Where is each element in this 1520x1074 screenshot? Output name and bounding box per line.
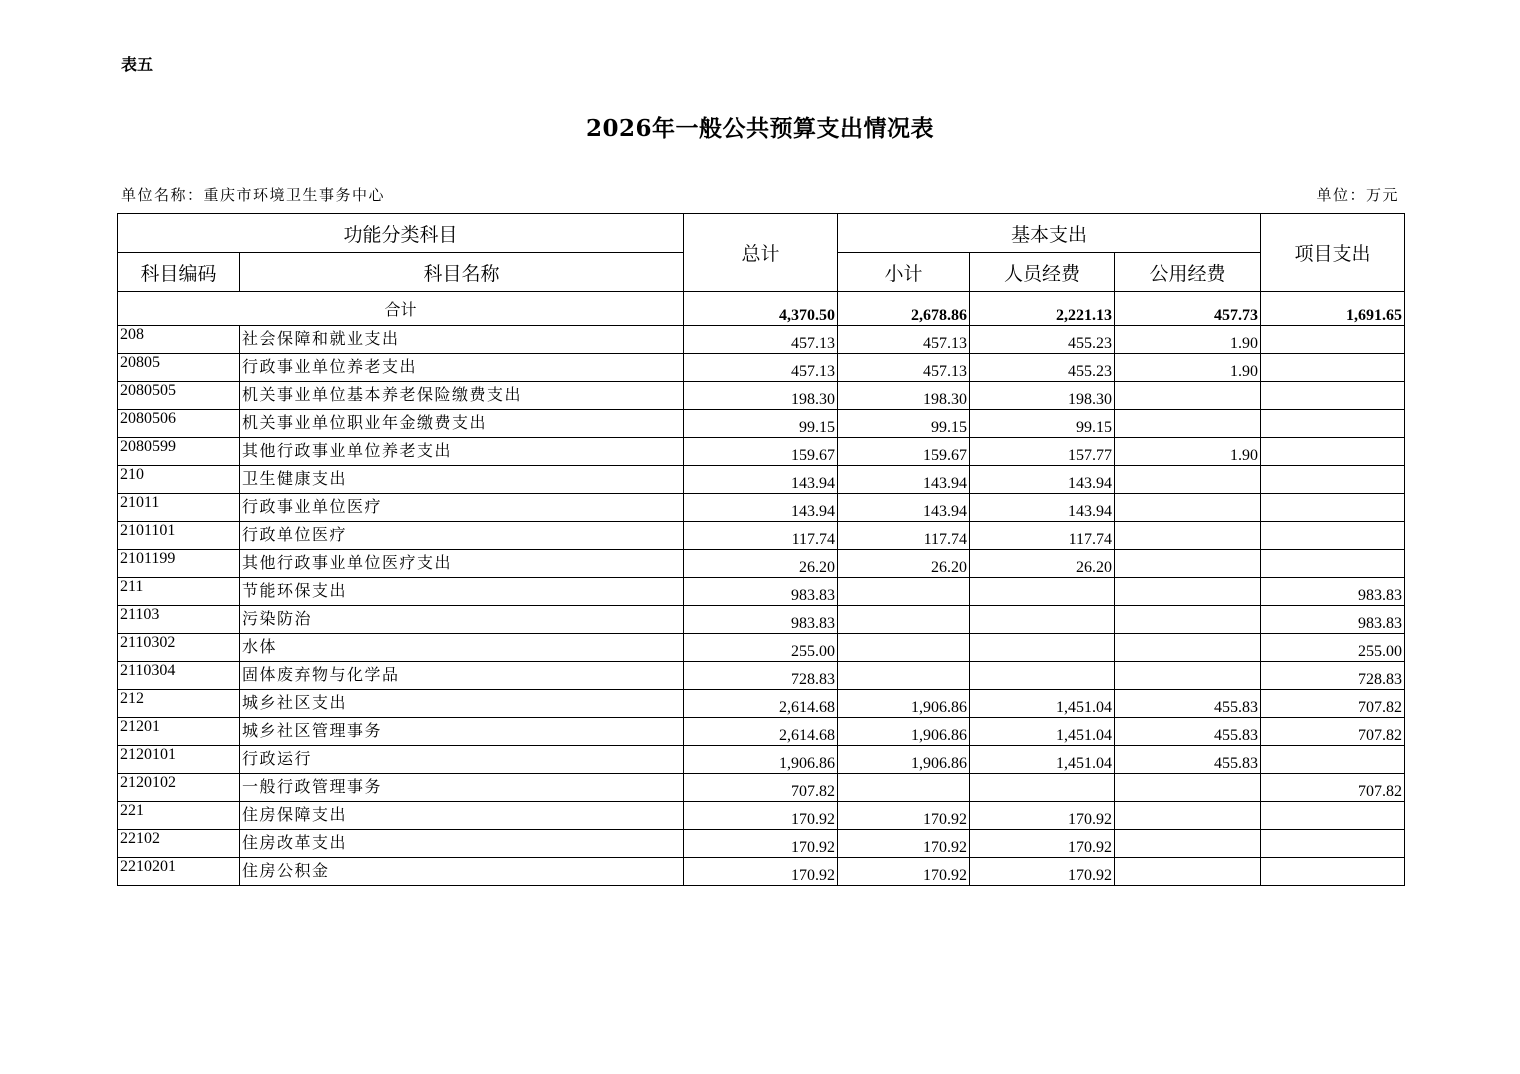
cell-project bbox=[1261, 830, 1405, 858]
header-func-category: 功能分类科目 bbox=[118, 214, 684, 253]
cell-public: 1.90 bbox=[1115, 354, 1261, 382]
table-row bbox=[118, 662, 1405, 690]
table-row bbox=[118, 326, 1405, 354]
cell-code: 2120101 bbox=[118, 746, 240, 774]
cell-personnel: 1,451.04 bbox=[970, 718, 1115, 746]
cell-personnel bbox=[970, 578, 1115, 606]
table-row bbox=[118, 606, 1405, 634]
cell-code: 21201 bbox=[118, 718, 240, 746]
cell-public: 455.83 bbox=[1115, 718, 1261, 746]
cell-subtotal: 457.13 bbox=[838, 326, 970, 354]
cell-personnel: 143.94 bbox=[970, 466, 1115, 494]
table-row bbox=[118, 382, 1405, 410]
cell-personnel: 170.92 bbox=[970, 802, 1115, 830]
table-row bbox=[118, 858, 1405, 886]
cell-personnel: 198.30 bbox=[970, 382, 1115, 410]
cell-total: 117.74 bbox=[684, 522, 838, 550]
cell-name: 其他行政事业单位养老支出 bbox=[240, 438, 684, 466]
cell-public bbox=[1115, 522, 1261, 550]
cell-public bbox=[1115, 550, 1261, 578]
cell-total: 1,906.86 bbox=[684, 746, 838, 774]
cell-code: 20805 bbox=[118, 354, 240, 382]
cell-project bbox=[1261, 746, 1405, 774]
total-total: 4,370.50 bbox=[684, 292, 838, 326]
cell-personnel: 143.94 bbox=[970, 494, 1115, 522]
header-subtotal: 小计 bbox=[838, 253, 970, 292]
total-personnel: 2,221.13 bbox=[970, 292, 1115, 326]
cell-name: 一般行政管理事务 bbox=[240, 774, 684, 802]
cell-public bbox=[1115, 830, 1261, 858]
cell-public bbox=[1115, 578, 1261, 606]
header-total: 总计 bbox=[684, 214, 838, 292]
cell-subtotal: 457.13 bbox=[838, 354, 970, 382]
cell-code: 21103 bbox=[118, 606, 240, 634]
cell-public: 455.83 bbox=[1115, 690, 1261, 718]
cell-project bbox=[1261, 326, 1405, 354]
cell-public bbox=[1115, 662, 1261, 690]
header-basic: 基本支出 bbox=[838, 214, 1261, 253]
table-row bbox=[118, 438, 1405, 466]
cell-code: 208 bbox=[118, 326, 240, 354]
table-label: 表五 bbox=[121, 55, 154, 74]
cell-total: 143.94 bbox=[684, 494, 838, 522]
cell-project: 707.82 bbox=[1261, 690, 1405, 718]
cell-name: 卫生健康支出 bbox=[240, 466, 684, 494]
cell-project bbox=[1261, 410, 1405, 438]
table-row bbox=[118, 774, 1405, 802]
cell-total: 983.83 bbox=[684, 578, 838, 606]
cell-total: 198.30 bbox=[684, 382, 838, 410]
page-title: 2026年一般公共预算支出情况表 bbox=[585, 115, 934, 142]
currency-unit: 单位：万元 bbox=[1316, 186, 1399, 204]
cell-total: 707.82 bbox=[684, 774, 838, 802]
header-name: 科目名称 bbox=[240, 253, 684, 292]
table-row bbox=[118, 690, 1405, 718]
table-row bbox=[118, 550, 1405, 578]
cell-project bbox=[1261, 354, 1405, 382]
cell-code: 2120102 bbox=[118, 774, 240, 802]
cell-subtotal: 1,906.86 bbox=[838, 718, 970, 746]
cell-personnel bbox=[970, 634, 1115, 662]
cell-name: 污染防治 bbox=[240, 606, 684, 634]
cell-total: 99.15 bbox=[684, 410, 838, 438]
table-row bbox=[118, 718, 1405, 746]
cell-code: 212 bbox=[118, 690, 240, 718]
cell-name: 节能环保支出 bbox=[240, 578, 684, 606]
cell-subtotal: 143.94 bbox=[838, 494, 970, 522]
cell-project: 707.82 bbox=[1261, 774, 1405, 802]
header-project: 项目支出 bbox=[1261, 214, 1405, 292]
cell-project bbox=[1261, 382, 1405, 410]
cell-name: 住房保障支出 bbox=[240, 802, 684, 830]
cell-subtotal bbox=[838, 606, 970, 634]
cell-project bbox=[1261, 522, 1405, 550]
header-public: 公用经费 bbox=[1115, 253, 1261, 292]
cell-project: 728.83 bbox=[1261, 662, 1405, 690]
cell-code: 2101101 bbox=[118, 522, 240, 550]
cell-name: 机关事业单位基本养老保险缴费支出 bbox=[240, 382, 684, 410]
cell-public: 1.90 bbox=[1115, 438, 1261, 466]
cell-personnel: 1,451.04 bbox=[970, 746, 1115, 774]
cell-public bbox=[1115, 802, 1261, 830]
cell-subtotal: 1,906.86 bbox=[838, 746, 970, 774]
cell-subtotal: 170.92 bbox=[838, 830, 970, 858]
cell-total: 983.83 bbox=[684, 606, 838, 634]
cell-total: 2,614.68 bbox=[684, 718, 838, 746]
table-row bbox=[118, 830, 1405, 858]
cell-name: 水体 bbox=[240, 634, 684, 662]
cell-public bbox=[1115, 634, 1261, 662]
cell-subtotal: 159.67 bbox=[838, 438, 970, 466]
cell-code: 21011 bbox=[118, 494, 240, 522]
table-row bbox=[118, 634, 1405, 662]
cell-name: 住房改革支出 bbox=[240, 830, 684, 858]
cell-public bbox=[1115, 774, 1261, 802]
cell-total: 728.83 bbox=[684, 662, 838, 690]
cell-code: 221 bbox=[118, 802, 240, 830]
total-label: 合计 bbox=[118, 292, 684, 326]
cell-total: 159.67 bbox=[684, 438, 838, 466]
cell-subtotal bbox=[838, 578, 970, 606]
cell-name: 行政单位医疗 bbox=[240, 522, 684, 550]
cell-subtotal: 170.92 bbox=[838, 858, 970, 886]
cell-total: 457.13 bbox=[684, 326, 838, 354]
table-row bbox=[118, 494, 1405, 522]
cell-personnel: 170.92 bbox=[970, 830, 1115, 858]
cell-project bbox=[1261, 494, 1405, 522]
cell-personnel bbox=[970, 606, 1115, 634]
cell-name: 机关事业单位职业年金缴费支出 bbox=[240, 410, 684, 438]
cell-subtotal: 26.20 bbox=[838, 550, 970, 578]
cell-subtotal bbox=[838, 774, 970, 802]
cell-total: 255.00 bbox=[684, 634, 838, 662]
cell-public bbox=[1115, 606, 1261, 634]
cell-personnel bbox=[970, 774, 1115, 802]
cell-subtotal: 117.74 bbox=[838, 522, 970, 550]
cell-name: 固体废弃物与化学品 bbox=[240, 662, 684, 690]
cell-code: 2080505 bbox=[118, 382, 240, 410]
total-row bbox=[118, 292, 1405, 326]
cell-total: 170.92 bbox=[684, 802, 838, 830]
cell-project bbox=[1261, 550, 1405, 578]
total-public: 457.73 bbox=[1115, 292, 1261, 326]
total-subtotal: 2,678.86 bbox=[838, 292, 970, 326]
cell-subtotal bbox=[838, 662, 970, 690]
cell-total: 26.20 bbox=[684, 550, 838, 578]
header-code: 科目编码 bbox=[118, 253, 240, 292]
budget-table bbox=[117, 213, 1405, 886]
header-row-1 bbox=[118, 214, 1405, 253]
cell-name: 行政运行 bbox=[240, 746, 684, 774]
cell-project: 707.82 bbox=[1261, 718, 1405, 746]
cell-personnel: 1,451.04 bbox=[970, 690, 1115, 718]
cell-public: 455.83 bbox=[1115, 746, 1261, 774]
cell-subtotal: 143.94 bbox=[838, 466, 970, 494]
cell-total: 457.13 bbox=[684, 354, 838, 382]
header-personnel: 人员经费 bbox=[970, 253, 1115, 292]
cell-project: 983.83 bbox=[1261, 578, 1405, 606]
cell-project bbox=[1261, 438, 1405, 466]
table-row bbox=[118, 354, 1405, 382]
cell-total: 2,614.68 bbox=[684, 690, 838, 718]
cell-subtotal: 99.15 bbox=[838, 410, 970, 438]
cell-code: 2110304 bbox=[118, 662, 240, 690]
cell-personnel: 99.15 bbox=[970, 410, 1115, 438]
table-row bbox=[118, 746, 1405, 774]
total-project: 1,691.65 bbox=[1261, 292, 1405, 326]
cell-project bbox=[1261, 466, 1405, 494]
cell-name: 城乡社区支出 bbox=[240, 690, 684, 718]
cell-personnel: 26.20 bbox=[970, 550, 1115, 578]
table-row bbox=[118, 466, 1405, 494]
cell-public bbox=[1115, 382, 1261, 410]
table-row bbox=[118, 578, 1405, 606]
cell-project bbox=[1261, 802, 1405, 830]
cell-personnel bbox=[970, 662, 1115, 690]
cell-total: 170.92 bbox=[684, 858, 838, 886]
cell-code: 2110302 bbox=[118, 634, 240, 662]
cell-subtotal bbox=[838, 634, 970, 662]
cell-code: 22102 bbox=[118, 830, 240, 858]
table-row bbox=[118, 522, 1405, 550]
cell-name: 住房公积金 bbox=[240, 858, 684, 886]
cell-name: 城乡社区管理事务 bbox=[240, 718, 684, 746]
table-row bbox=[118, 802, 1405, 830]
cell-subtotal: 170.92 bbox=[838, 802, 970, 830]
cell-name: 行政事业单位医疗 bbox=[240, 494, 684, 522]
cell-project: 255.00 bbox=[1261, 634, 1405, 662]
cell-code: 2101199 bbox=[118, 550, 240, 578]
cell-name: 其他行政事业单位医疗支出 bbox=[240, 550, 684, 578]
cell-personnel: 455.23 bbox=[970, 326, 1115, 354]
cell-name: 社会保障和就业支出 bbox=[240, 326, 684, 354]
cell-code: 211 bbox=[118, 578, 240, 606]
cell-personnel: 157.77 bbox=[970, 438, 1115, 466]
cell-project bbox=[1261, 858, 1405, 886]
cell-subtotal: 1,906.86 bbox=[838, 690, 970, 718]
cell-name: 行政事业单位养老支出 bbox=[240, 354, 684, 382]
cell-project: 983.83 bbox=[1261, 606, 1405, 634]
cell-total: 143.94 bbox=[684, 466, 838, 494]
table-row bbox=[118, 410, 1405, 438]
cell-code: 210 bbox=[118, 466, 240, 494]
cell-public bbox=[1115, 466, 1261, 494]
cell-public: 1.90 bbox=[1115, 326, 1261, 354]
cell-total: 170.92 bbox=[684, 830, 838, 858]
cell-public bbox=[1115, 858, 1261, 886]
cell-personnel: 170.92 bbox=[970, 858, 1115, 886]
cell-code: 2080599 bbox=[118, 438, 240, 466]
cell-personnel: 455.23 bbox=[970, 354, 1115, 382]
cell-code: 2210201 bbox=[118, 858, 240, 886]
cell-code: 2080506 bbox=[118, 410, 240, 438]
cell-public bbox=[1115, 410, 1261, 438]
unit-name: 单位名称：重庆市环境卫生事务中心 bbox=[121, 186, 386, 204]
cell-personnel: 117.74 bbox=[970, 522, 1115, 550]
cell-subtotal: 198.30 bbox=[838, 382, 970, 410]
cell-public bbox=[1115, 494, 1261, 522]
